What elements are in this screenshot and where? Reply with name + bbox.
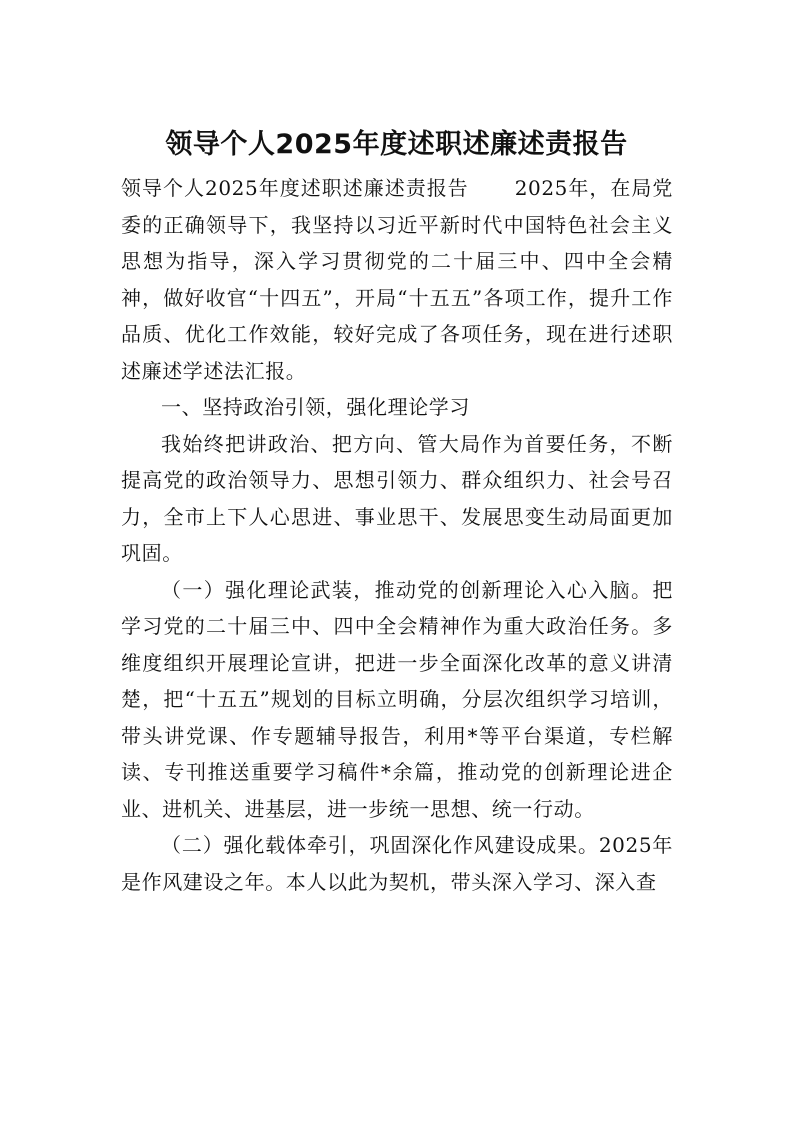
intro-paragraph bbox=[121, 170, 673, 389]
section-1-heading: 一、坚持政治引领，强化理论学习 bbox=[161, 395, 470, 419]
intro-text: 2025年，在局党委的正确领导下，我坚持以习近平新时代中国特色社会主义思想为指导，深入学习贯彻党的二十届三中、四中全会精神，做好收官“十四五”，开局“十五五”各项工作，提升工作品质、优化工作效能，较好完成了各项任务，现在进行述职述廉述学述法汇报。 bbox=[121, 176, 673, 383]
document-body bbox=[121, 170, 673, 900]
subsection-1-paragraph: （一）强化理论武装，推动党的创新理论入心入脑。把学习党的二十届三中、四中全会精神作为重大政治任务。多维度组织开展理论宣讲，把进一步全面深化改革的意义讲清楚，把“十五五”规划的目标立明确，分层次组织学习培训，带头讲党课、作专题辅导报告，利用*等平台渠道，专栏解读、专刊推送重要学习稿件*余篇，推动党的创新理论进企业、进机关、进基层，进一步统一思想、统一行动。 bbox=[121, 577, 673, 821]
subsection-2-paragraph: （二）强化载体牵引，巩固深化作风建设成果。2025年是作风建设之年。本人以此为契机，带头深入学习、深入查 bbox=[121, 833, 673, 894]
document-title: 领导个人2025年度述职述廉述责报告 bbox=[165, 129, 628, 160]
section-1-paragraph: 我始终把讲政治、把方向、管大局作为首要任务，不断提高党的政治领导力、思想引领力、群众组织力、社会号召力，全市上下人心思进、事业思干、发展思变生动局面更加巩固。 bbox=[121, 431, 673, 565]
intro-lead: 领导个人2025年度述职述廉述责报告 bbox=[121, 176, 469, 200]
